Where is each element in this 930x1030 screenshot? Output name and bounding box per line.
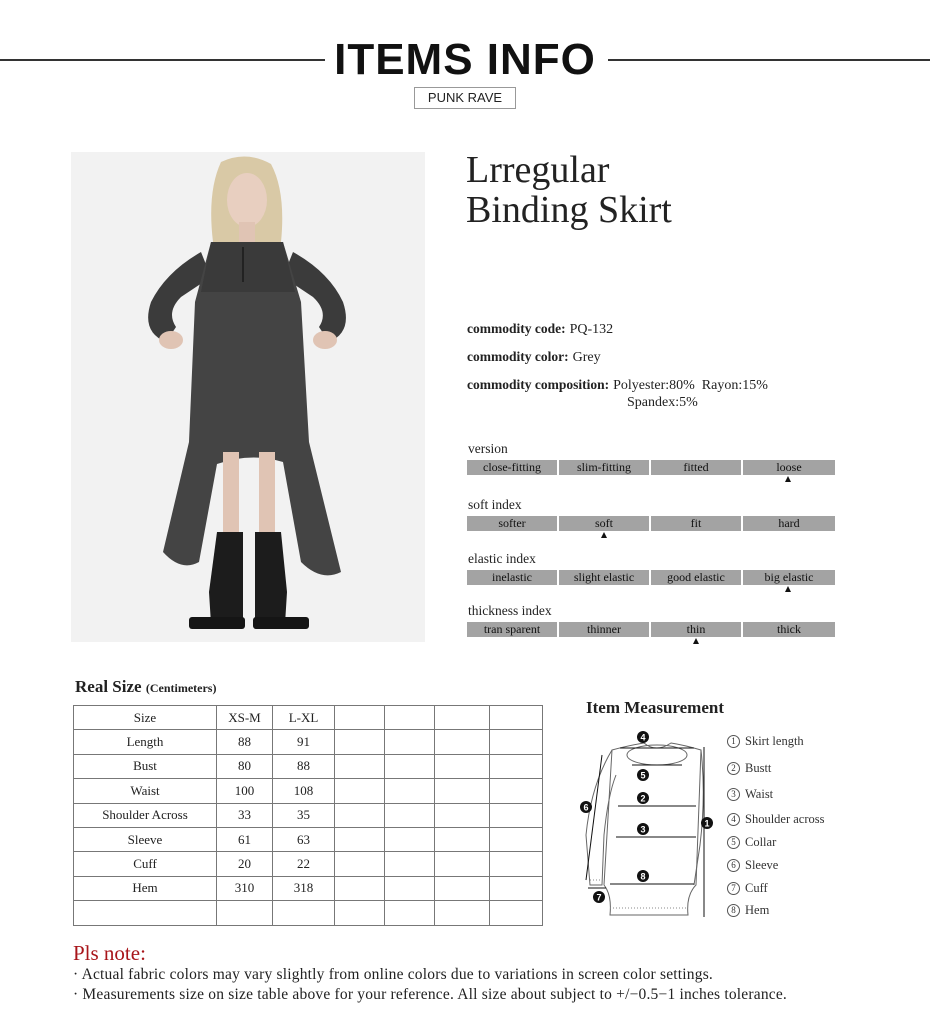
size-table-cell (435, 901, 490, 925)
size-table-cell: 310 (217, 876, 273, 900)
size-table-cell: Bust (74, 754, 217, 778)
legend-number-icon: 8 (727, 904, 740, 917)
size-table-cell (490, 901, 543, 925)
size-table-cell (435, 852, 490, 876)
scale-option: thinner (559, 622, 651, 637)
scale-label: soft index (468, 497, 522, 512)
size-table-cell (335, 754, 385, 778)
size-table-cell: 20 (217, 852, 273, 876)
svg-text:1: 1 (704, 818, 710, 829)
model-illustration (71, 152, 425, 642)
scale-option: slim-fitting (559, 460, 651, 475)
commodity-composition-row (467, 377, 768, 394)
size-table-cell: 88 (273, 754, 335, 778)
product-title (466, 150, 672, 230)
size-table-cell: Cuff (74, 852, 217, 876)
size-table-header-cell: Size (74, 706, 217, 730)
note-line-2: · Measurements size on size table above for your reference. All size about subject to +/−0.5−1 inches tolerance. (73, 986, 788, 1003)
scale-option: hard (743, 516, 835, 531)
scale-option: soft (559, 516, 651, 531)
note-line-1: · Actual fabric colors may vary slightly from online colors due to variations in screen color settings. (73, 966, 714, 983)
size-table-cell (490, 876, 543, 900)
measurement-marker (637, 870, 649, 882)
size-table-cell: 22 (273, 852, 335, 876)
size-table-header-cell: L-XL (273, 706, 335, 730)
legend-number-icon: 4 (727, 813, 740, 826)
size-table-row (74, 852, 543, 876)
scale-bar (467, 622, 835, 637)
size-table-cell (435, 876, 490, 900)
size-table-cell (217, 901, 273, 925)
legend-number-icon: 1 (727, 735, 740, 748)
scale-option: big elastic (743, 570, 835, 585)
size-table-cell (74, 901, 217, 925)
commodity-composition-line1: Polyester:80% Rayon:15% (613, 378, 768, 393)
size-table-cell (385, 779, 435, 803)
size-table-cell (335, 876, 385, 900)
commodity-composition-line2: Spandex:5% (627, 395, 698, 410)
scale-option: fitted (651, 460, 743, 475)
product-title-line1: Lrregular (466, 149, 610, 191)
scale-bar (467, 570, 835, 585)
size-table-cell: 91 (273, 730, 335, 754)
size-table-cell (490, 754, 543, 778)
commodity-color-value: Grey (572, 350, 601, 365)
scale-bar (467, 516, 835, 531)
scale-option: thick (743, 622, 835, 637)
size-table-cell: 88 (217, 730, 273, 754)
svg-text:3: 3 (640, 824, 646, 835)
size-table-header-cell (385, 706, 435, 730)
size-table-cell (385, 876, 435, 900)
size-table-cell (435, 779, 490, 803)
size-table-cell: Waist (74, 779, 217, 803)
commodity-code-label: commodity code: (467, 321, 566, 336)
scale-option: fit (651, 516, 743, 531)
scale-selected-marker-icon (601, 532, 607, 538)
legend-item (727, 835, 776, 850)
product-title-line2: Binding Skirt (466, 189, 672, 231)
scale-option: thin (651, 622, 743, 637)
size-table-cell (335, 901, 385, 925)
legend-label: Cuff (745, 881, 768, 895)
scale-label: version (468, 441, 508, 456)
size-table-cell: 318 (273, 876, 335, 900)
size-table-cell: 80 (217, 754, 273, 778)
size-table-cell: Length (74, 730, 217, 754)
scale-option: slight elastic (559, 570, 651, 585)
scale-selected-marker-icon (785, 476, 791, 482)
size-table-header-cell: XS-M (217, 706, 273, 730)
measurement-marker (593, 891, 605, 903)
size-table-header-cell (335, 706, 385, 730)
legend-item (727, 734, 804, 749)
measurement-marker (637, 792, 649, 804)
legend-number-icon: 6 (727, 859, 740, 872)
legend-label: Bustt (745, 761, 772, 775)
size-table-cell: 108 (273, 779, 335, 803)
size-table-header-row (74, 706, 543, 730)
size-table-cell (490, 803, 543, 827)
size-table-row (74, 901, 543, 925)
svg-text:8: 8 (640, 871, 646, 882)
legend-label: Hem (745, 903, 770, 917)
commodity-code-value: PQ-132 (569, 322, 614, 337)
size-table-cell: 35 (273, 803, 335, 827)
measurement-marker (637, 823, 649, 835)
legend-number-icon: 2 (727, 762, 740, 775)
commodity-composition-label: commodity composition: (467, 377, 610, 392)
svg-text:6: 6 (583, 802, 589, 813)
scale-option: tran sparent (467, 622, 559, 637)
size-table-cell (273, 901, 335, 925)
size-table-header-cell (435, 706, 490, 730)
legend-item (727, 881, 768, 896)
svg-text:4: 4 (640, 732, 646, 743)
size-table-cell (335, 779, 385, 803)
size-table-cell (490, 852, 543, 876)
size-table-cell (385, 827, 435, 851)
size-table-cell (335, 803, 385, 827)
legend-number-icon: 5 (727, 836, 740, 849)
size-table-title (75, 677, 216, 697)
size-table-header-cell (490, 706, 543, 730)
garment-measurement-diagram (576, 725, 716, 925)
size-table-cell: 61 (217, 827, 273, 851)
svg-text:2: 2 (640, 793, 646, 804)
legend-item (727, 787, 773, 802)
size-table-cell (490, 730, 543, 754)
measurement-title: Item Measurement (586, 698, 725, 717)
legend-item (727, 812, 825, 827)
measurement-marker (637, 769, 649, 781)
legend-number-icon: 7 (727, 882, 740, 895)
scale-selected-marker-icon (693, 638, 699, 644)
legend-number-icon: 3 (727, 788, 740, 801)
size-table-cell (435, 803, 490, 827)
size-table-cell (490, 827, 543, 851)
legend-label: Waist (745, 787, 774, 801)
size-table-cell: 33 (217, 803, 273, 827)
size-table-cell (335, 730, 385, 754)
size-table-row (74, 730, 543, 754)
scale-bar (467, 460, 835, 475)
size-table-cell: Sleeve (74, 827, 217, 851)
legend-item (727, 903, 769, 918)
size-table-cell (385, 852, 435, 876)
size-table-row (74, 754, 543, 778)
size-table-title-text: Real Size (75, 677, 142, 696)
scale-option: good elastic (651, 570, 743, 585)
legend-label: Collar (745, 835, 777, 849)
scale-selected-marker-icon (785, 586, 791, 592)
scale-option: loose (743, 460, 835, 475)
commodity-code-row (467, 321, 613, 338)
size-table-row (74, 827, 543, 851)
size-table-cell (435, 827, 490, 851)
measurement-marker (701, 817, 713, 829)
brand-badge: PUNK RAVE (414, 87, 516, 109)
size-table-cell (435, 730, 490, 754)
scale-option: inelastic (467, 570, 559, 585)
size-table-cell (385, 730, 435, 754)
notes-title: Pls note: (73, 941, 146, 965)
size-table-cell (335, 827, 385, 851)
size-table-cell (385, 803, 435, 827)
legend-label: Shoulder across (745, 812, 825, 826)
measurement-marker (580, 801, 592, 813)
size-table-cell (490, 779, 543, 803)
size-table-cell (335, 852, 385, 876)
size-table-row (74, 876, 543, 900)
size-table-cell (385, 754, 435, 778)
legend-label: Skirt length (745, 734, 804, 748)
scale-option: softer (467, 516, 559, 531)
product-photo (71, 152, 425, 642)
size-table-cell (385, 901, 435, 925)
commodity-color-row (467, 349, 601, 366)
size-table-row (74, 803, 543, 827)
size-table-unit: (Centimeters) (145, 681, 217, 695)
commodity-color-label: commodity color: (467, 349, 569, 364)
size-table-cell: Shoulder Across (74, 803, 217, 827)
scale-label: thickness index (468, 603, 552, 618)
svg-text:7: 7 (596, 892, 602, 903)
size-table-cell: 63 (273, 827, 335, 851)
legend-item (727, 858, 778, 873)
size-table-cell: 100 (217, 779, 273, 803)
size-table-row (74, 779, 543, 803)
size-table (73, 705, 543, 926)
measurement-marker (637, 731, 649, 743)
scale-option: close-fitting (467, 460, 559, 475)
legend-item (727, 761, 771, 776)
size-table-cell: Hem (74, 876, 217, 900)
scale-label: elastic index (468, 551, 536, 566)
size-table-cell (435, 754, 490, 778)
legend-label: Sleeve (745, 858, 779, 872)
page-title: ITEMS INFO (334, 35, 596, 84)
svg-text:5: 5 (640, 770, 646, 781)
